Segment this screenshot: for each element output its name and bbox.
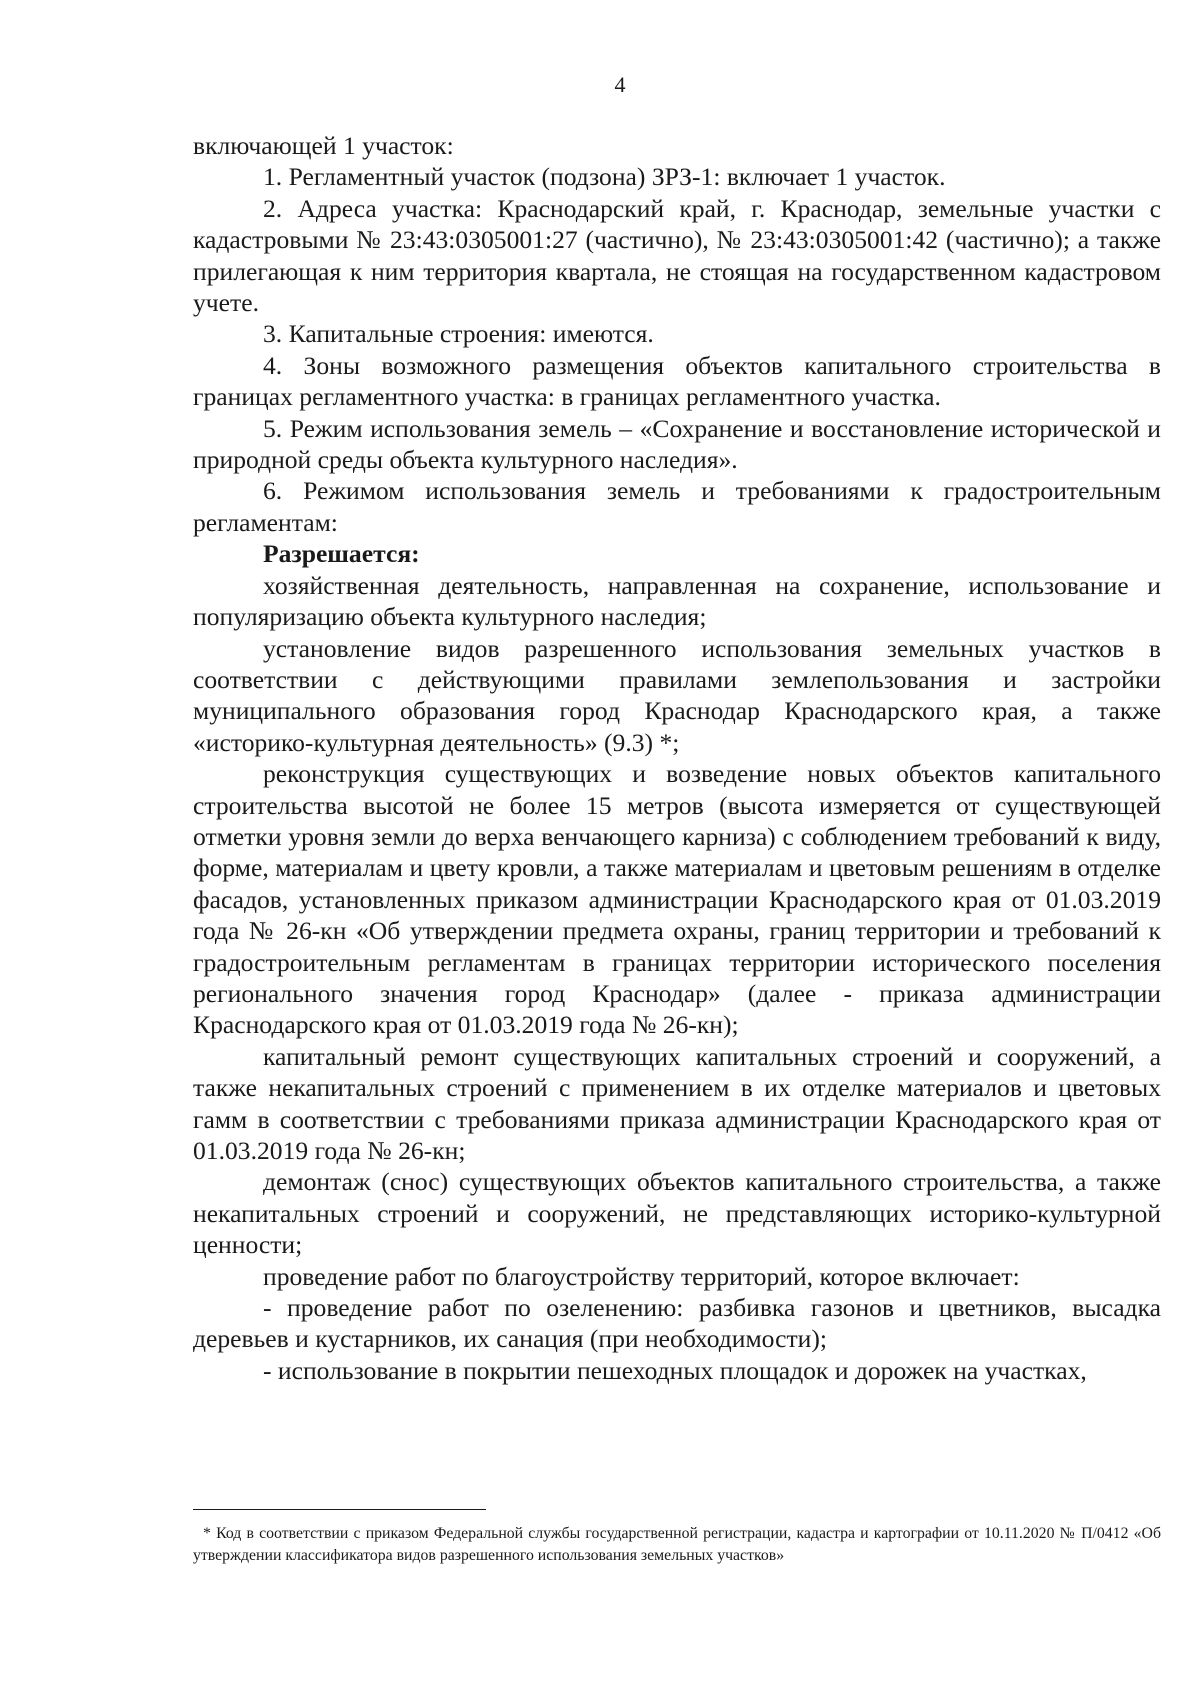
allowed-landscaping: проведение работ по благоустройству территорий, которое включает: (263, 1261, 1020, 1291)
intro-line: включающей 1 участок: (193, 131, 454, 160)
allowed-demolition: демонтаж (снос) существующих объектов капитального строительства, а также некапитальных строений и сооружений, не представляющих историко-культурной ценности; (193, 1167, 1161, 1260)
footnote-text: * Код в соответствии с приказом Федеральной службы государственной регистрации, кадастра и картографии от 10.11.2020 № П/0412 «Об утверждении классификатора видов разрешенного использования земельных участков» (193, 1525, 1161, 1564)
landscaping-greening-item: - проведение работ по озеленению: разбивка газонов и цветников, высадка деревьев и кустарников, их санация (при необходимости); (193, 1293, 1161, 1354)
page-number: 4 (614, 72, 626, 97)
document-body (193, 130, 1161, 1386)
item-4-paragraph: 4. Зоны возможного размещения объектов капитального строительства в границах регламентного участка: в границах регламентного участка. (193, 350, 1161, 412)
allowed-economic-activity: хозяйственная деятельность, направленная на сохранение, использование и популяризацию объекта культурного наследия; (193, 570, 1161, 632)
item-2-paragraph: 2. Адреса участка: Краснодарский край, г. Краснодар, земельные участки с кадастровыми № 23:43:0305001:27 (частично), № 23:43:0305001:42 (частично); а также прилегающая к ним территория квартала, не стоящая на государственном кадастровом учете. (193, 193, 1161, 318)
allowed-heading: Разрешается: (263, 539, 420, 569)
allowed-reconstruction: реконструкция существующих и возведение новых объектов капитального строительства высотой не более 15 метров (высота измеряется от существующей отметки уровня земли до верха венчающего карниза) с соблюдением требований к виду, форме, материалам и цвету кровли, а также материалам и цветовым решениям в отделке фасадов, установленных приказом администрации Краснодарского края от 01.03.2019 года № 26-кн «Об утверждении предмета охраны, границ территории и требований к градостроительным регламентам в границах территории исторического поселения регионального значения город Краснодар» (далее - приказа администрации Краснодарского края от 01.03.2019 года № 26-кн); (193, 759, 1161, 1040)
footnote (193, 1523, 1161, 1566)
landscaping-paving-item: - использование в покрытии пешеходных площадок и дорожек на участках, (263, 1355, 1087, 1385)
item-1-paragraph: 1. Регламентный участок (подзона) ЗРЗ-1: включает 1 участок. (263, 162, 946, 192)
allowed-capital-repair: капитальный ремонт существующих капитальных строений и сооружений, а также некапитальных строений с применением в их отделке материалов и цветовых гамм в соответствии с требованиями приказа администрации Краснодарского края от 01.03.2019 года № 26-кн; (193, 1041, 1161, 1165)
footnote-divider (193, 1509, 486, 1510)
item-5-paragraph: 5. Режим использования земель – «Сохранение и восстановление исторической и природной среды объекта культурного наследия». (193, 413, 1161, 475)
allowed-land-use-types: установление видов разрешенного использования земельных участков в соответствии с действующими правилами землепользования и застройки муниципального образования город Краснодар Краснодарского края, а также «историко-культурная деятельность» (9.3) *; (193, 633, 1161, 757)
item-6-paragraph: 6. Режимом использования земель и требованиями к градостроительным регламентам: (193, 476, 1161, 537)
item-3-paragraph: 3. Капитальные строения: имеются. (263, 319, 654, 349)
